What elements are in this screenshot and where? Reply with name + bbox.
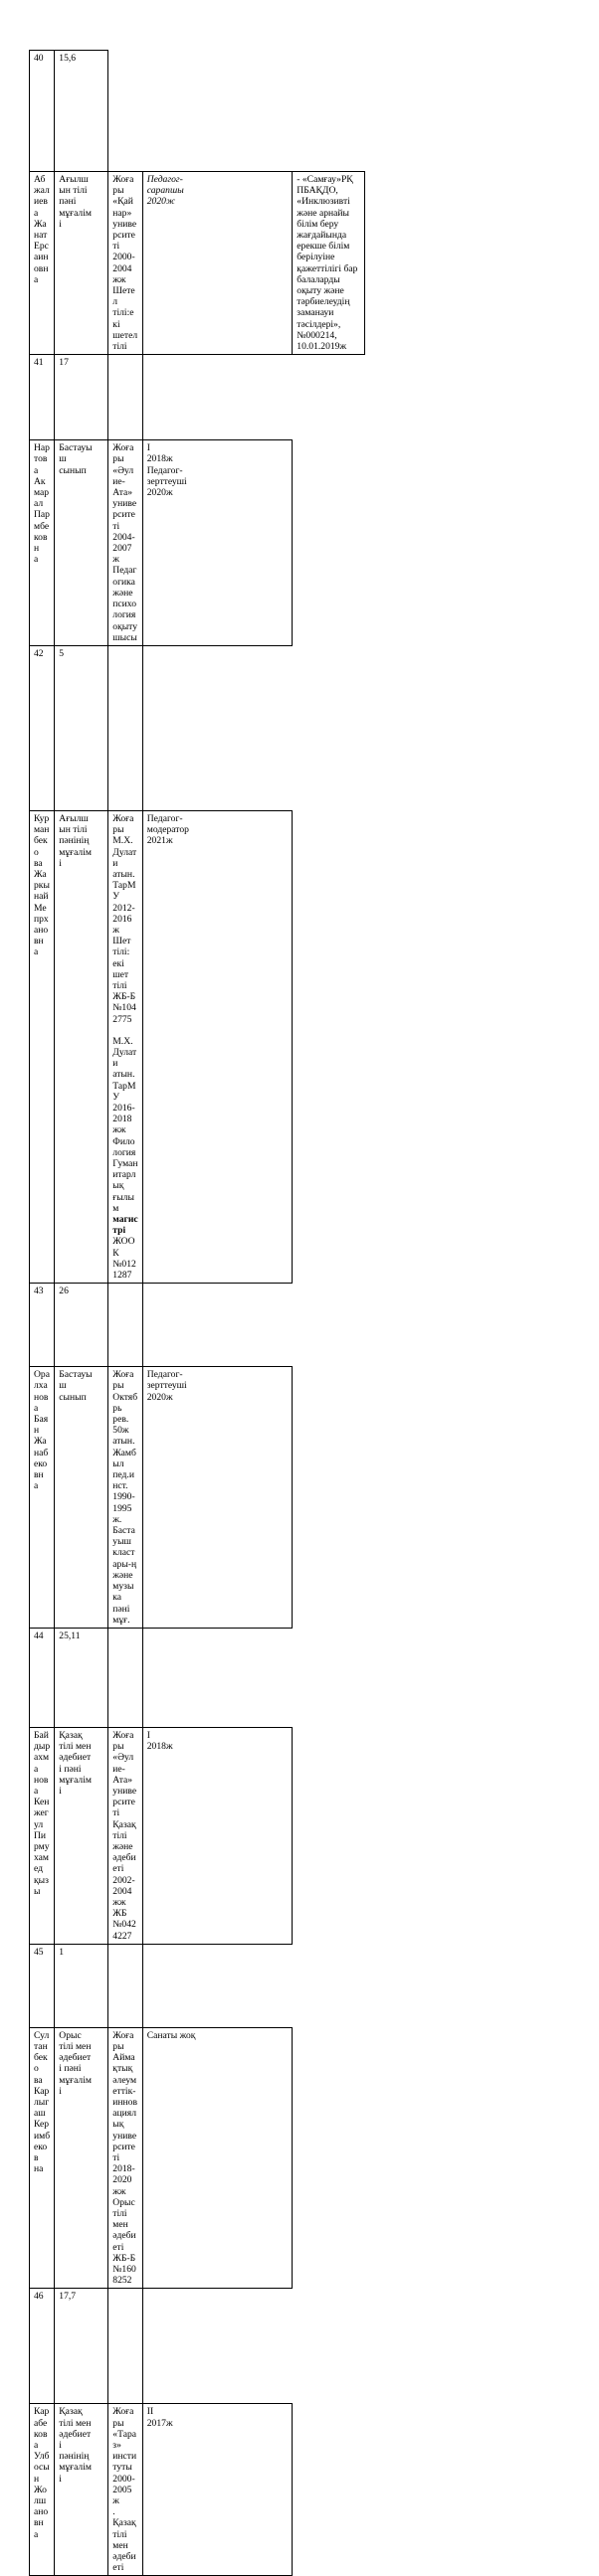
teacher-name — [30, 1367, 55, 1629]
education-line: ЖБ №0424227 — [112, 1908, 136, 1942]
table-row — [30, 1284, 574, 1367]
row-number — [30, 1628, 55, 1727]
experience-text: 17,7 — [59, 2291, 77, 2303]
subject-line: мұғалім — [59, 207, 92, 219]
education — [108, 1727, 142, 1944]
name-line: Акмарал — [34, 475, 50, 510]
subject — [55, 1367, 108, 1629]
subject-line: ш — [59, 1380, 67, 1392]
education-line: университеті — [112, 498, 137, 532]
row-number — [30, 1284, 55, 1367]
education-line: ТарМУ 2016-2018жж — [112, 1080, 136, 1136]
education-line: университеті — [112, 2130, 137, 2163]
education-line: 2002-2004жж — [112, 1874, 135, 1908]
table-row — [30, 645, 574, 810]
subject-line: і — [59, 218, 62, 230]
subject-line: ш — [59, 453, 67, 465]
experience — [55, 1628, 108, 1727]
name-line: Карлыгаш — [34, 2085, 50, 2120]
education-line: М.Х.Дулати — [112, 835, 137, 869]
category — [142, 2404, 293, 2576]
subject-line: і пәні — [59, 2063, 82, 2075]
row-number-text: 40 — [34, 53, 44, 64]
subject-line: Ағылш — [59, 812, 89, 824]
education-line: әдебиеті — [112, 1852, 136, 1875]
education — [108, 2404, 142, 2576]
courses — [108, 1628, 142, 1727]
name-line: Баян — [34, 1414, 49, 1437]
education-line: Октябрь рев. 50ж атын. — [112, 1391, 138, 1448]
category — [142, 1727, 293, 1944]
subject-line: Бастауы — [59, 1369, 93, 1381]
education-line: тілі — [112, 341, 127, 353]
education-line: 2012-2016ж — [112, 902, 135, 936]
education-line: 2000-2005ж — [112, 2473, 135, 2507]
education-line: Жоғары — [112, 2029, 134, 2052]
category-line: ІІ — [146, 2406, 154, 2418]
experience-text: 15,6 — [59, 53, 77, 64]
subject-line: і — [59, 2473, 62, 2485]
education-line: оқытушысы — [112, 620, 138, 643]
name-line: Жанат — [34, 218, 48, 242]
subject — [55, 2404, 108, 2576]
name-line: Кенжегул — [34, 1797, 50, 1830]
education-line: Қазақ тілі және — [112, 1818, 139, 1852]
education-line: және музыка пәні мұғ. — [112, 1569, 135, 1626]
education-line: ЖБ-Б №1042775 — [112, 991, 138, 1025]
name-line: қызы — [34, 1874, 49, 1897]
row-number — [30, 645, 55, 810]
name-line: нова — [34, 1774, 49, 1797]
category-line: Педагог- — [146, 464, 183, 476]
education-line: ЖООК №0121287 — [112, 1236, 136, 1282]
subject-line: ын тілі — [59, 824, 88, 836]
category-line: 2021ж — [146, 835, 173, 847]
row-number — [30, 2289, 55, 2404]
experience — [55, 2289, 108, 2404]
experience-text: 26 — [59, 1286, 69, 1297]
subject-line: сынып — [59, 464, 87, 476]
education-line: Жоғары — [112, 812, 134, 836]
name-line: Карабекова — [34, 2406, 50, 2452]
subject-line: мұғалім — [59, 2462, 92, 2474]
education-line: Шет тілі: екі шет тілі — [112, 936, 133, 991]
experience — [55, 1284, 108, 1367]
name-line: Пармбековн — [34, 509, 50, 555]
education-line: «Әулие-Ата» — [112, 1752, 134, 1786]
name-line: Улбосын — [34, 2451, 50, 2485]
subject-line: ын тілі — [59, 185, 88, 197]
course-line: - «Самғау»РҚ ПБАҚДО, — [297, 174, 356, 197]
education-line: ЖБ-Б №1608252 — [112, 2252, 138, 2287]
table-row — [30, 1944, 574, 2027]
subject-line: тілі мен — [59, 2040, 92, 2052]
subject-line: тілі мен — [59, 1741, 92, 1753]
education-line: Жоғары — [112, 174, 134, 197]
experience-text: 25,11 — [59, 1630, 81, 1641]
education-line — [112, 1025, 137, 1036]
courses — [108, 2289, 142, 2404]
education-line: Шетел тілі:екі шетел — [112, 285, 138, 341]
education-line: Бастауыш кластары-ң — [112, 1525, 137, 1570]
name-line: а — [34, 946, 39, 958]
courses — [293, 172, 364, 355]
subject-line: і — [59, 857, 62, 869]
name-line: Абжалиева — [34, 174, 50, 219]
education-line: психология — [112, 599, 137, 621]
category — [142, 440, 293, 646]
name-line: ва — [34, 2074, 43, 2086]
subject-line: әдебиет — [59, 1752, 92, 1764]
teacher-name — [30, 172, 55, 355]
category-line: 2020ж — [146, 196, 175, 208]
teacher-name — [30, 810, 55, 1283]
subject-line: мұғалім — [59, 2074, 92, 2086]
table-row — [30, 51, 574, 172]
row-number-text: 45 — [34, 1946, 44, 1958]
category — [142, 810, 293, 1283]
education-line: Жоғары — [112, 1369, 134, 1392]
education-line: университеті — [112, 1785, 137, 1819]
table-row — [30, 2289, 574, 2404]
education-line: Орыс тілі мен әдебиеті — [112, 2196, 138, 2253]
category-line: Педагог- — [146, 174, 183, 185]
experience — [55, 645, 108, 810]
subject-line: мұғалім — [59, 846, 92, 858]
name-line: ва — [34, 857, 43, 869]
subject-line: Ағылш — [59, 174, 89, 185]
name-line: Пирмухамед — [34, 1829, 50, 1875]
row-number — [30, 355, 55, 440]
education — [108, 810, 142, 1283]
category-line: Педагог- — [146, 1369, 183, 1381]
education-line: 2018-2020жж — [112, 2163, 135, 2197]
education-line: 2004-2007ж — [112, 531, 135, 566]
teacher-name — [30, 440, 55, 646]
name-line: а — [34, 1480, 39, 1492]
experience-text: 5 — [59, 647, 65, 659]
education-line: Филология — [112, 1135, 136, 1158]
subject — [55, 810, 108, 1283]
course-line: оқыту және тәрбиелеудің — [297, 285, 350, 308]
education-line: Жамбыл пед.инст. — [112, 1447, 136, 1492]
experience — [55, 51, 108, 172]
category-line: зерттеуші — [146, 475, 187, 487]
courses — [108, 1284, 142, 1367]
education-line: әдебиеті — [112, 2551, 136, 2574]
education-line: Гуманитарлық ғылым — [112, 1158, 138, 1214]
subject — [55, 2027, 108, 2289]
row-number — [30, 51, 55, 172]
course-line: білім беру жағдайында — [297, 218, 347, 242]
name-line: на — [34, 2163, 44, 2175]
education-line: Жоғары — [112, 2406, 134, 2429]
subject-line: Қазақ — [59, 1729, 83, 1741]
experience — [55, 355, 108, 440]
education-line: «Тараз» институты — [112, 2428, 137, 2474]
row-number-text: 46 — [34, 2291, 44, 2303]
table-row — [30, 355, 574, 440]
experience-text: 17 — [59, 357, 69, 369]
education — [108, 1367, 142, 1629]
subject-line: пәнінің — [59, 835, 90, 847]
education-line: М.Х.Дулати атын. — [112, 1035, 137, 1081]
subject-line: і пәні — [59, 1763, 82, 1775]
category-line: 2018ж — [146, 1741, 173, 1753]
subject-line: мұғалім — [59, 1774, 92, 1786]
name-line: Жолшановн — [34, 2484, 49, 2529]
education-line: Аймақтық әлеуметтік- — [112, 2052, 137, 2097]
name-line: Керимбеков — [34, 2119, 51, 2163]
row-number-text: 42 — [34, 647, 44, 659]
row-number-text: 44 — [34, 1630, 44, 1641]
subject-line: әдебиет — [59, 2052, 92, 2064]
category-line: І — [146, 442, 150, 454]
course-line: «Инклюзивті және арнайы — [297, 196, 353, 219]
category — [142, 172, 293, 355]
education-line: «Қайнар» университеті — [112, 196, 137, 253]
subject-line: пәнінің — [59, 2451, 90, 2463]
education-degree: магистрі — [112, 1214, 138, 1237]
staff-table — [29, 50, 574, 2576]
subject — [55, 1727, 108, 1944]
teacher-name — [30, 2404, 55, 2576]
education — [108, 172, 142, 355]
subject-line: Бастауы — [59, 442, 93, 454]
courses — [108, 355, 142, 440]
category-line: 2020ж — [146, 487, 173, 499]
category-line: Педагог- — [146, 812, 183, 824]
subject-line: Орыс — [59, 2029, 82, 2041]
row-number — [30, 1944, 55, 2027]
subject-line: Қазақ — [59, 2406, 83, 2418]
courses — [108, 1944, 142, 2027]
education-line: Жоғары — [112, 442, 134, 465]
row-number-text: 41 — [34, 357, 44, 369]
education-line: Жоғары — [112, 1729, 134, 1753]
teacher-name — [30, 1727, 55, 1944]
education — [108, 2027, 142, 2289]
subject-line: і — [59, 2440, 62, 2452]
courses — [108, 645, 142, 810]
category-line: 2020ж — [146, 1391, 173, 1403]
education-line: . Қазақ тілі мен — [112, 2506, 139, 2551]
education-line: 2000-2004жж — [112, 252, 135, 285]
education-line: инновациялық — [112, 2096, 138, 2131]
experience-text: 1 — [59, 1946, 65, 1958]
teacher-name — [30, 2027, 55, 2289]
category-line: сарапшы — [146, 185, 184, 197]
name-line: Ерсаиновна — [34, 241, 49, 285]
name-line: Байдырахма — [34, 1729, 51, 1775]
name-line: Нартова — [34, 442, 50, 476]
name-line: Султанбеко — [34, 2029, 50, 2075]
category-line: 2018ж — [146, 453, 173, 465]
name-line: Мепрхановн — [34, 902, 49, 947]
subject-line: і — [59, 1785, 62, 1797]
name-line: Жаркынай — [34, 868, 50, 903]
education-line: 1990-1995ж. — [112, 1491, 135, 1525]
name-line: Жанабековн — [34, 1436, 49, 1481]
education-line: Педагогика және — [112, 565, 138, 599]
category-line: 2017ж — [146, 2417, 173, 2429]
education — [108, 440, 142, 646]
category — [142, 1367, 293, 1629]
education-line: «Әулие-Ата» — [112, 464, 134, 499]
course-line: ерекше білім берілуіне — [297, 241, 352, 263]
education-line: атын.ТарМУ — [112, 868, 136, 903]
category — [142, 2027, 293, 2289]
subject-line: әдебиет — [59, 2428, 92, 2440]
category-line: модератор — [146, 824, 189, 836]
row-number-text: 43 — [34, 1286, 44, 1297]
course-line: №000214, 10.01.2019ж — [297, 329, 347, 353]
table-row — [30, 1628, 574, 1727]
name-line: Курманбеко — [34, 812, 50, 858]
name-line: а — [34, 2528, 39, 2540]
subject — [55, 172, 108, 355]
name-line: а — [34, 554, 39, 566]
subject-line: сынып — [59, 1391, 87, 1403]
course-line: қажеттілігі бар балаларды — [297, 262, 360, 285]
subject-line: і — [59, 2085, 62, 2097]
course-line: заманауи тәсілдері», — [297, 307, 341, 330]
experience — [55, 1944, 108, 2027]
category-line: Санаты жоқ — [146, 2029, 196, 2041]
category-line: зерттеуші — [146, 1380, 187, 1392]
subject — [55, 440, 108, 646]
category-line: І — [146, 1729, 150, 1741]
staff-table-body — [30, 51, 574, 2576]
subject-line: тілі мен — [59, 2417, 92, 2429]
name-line: Оралханова — [34, 1369, 50, 1414]
subject-line: пәні — [59, 196, 77, 208]
